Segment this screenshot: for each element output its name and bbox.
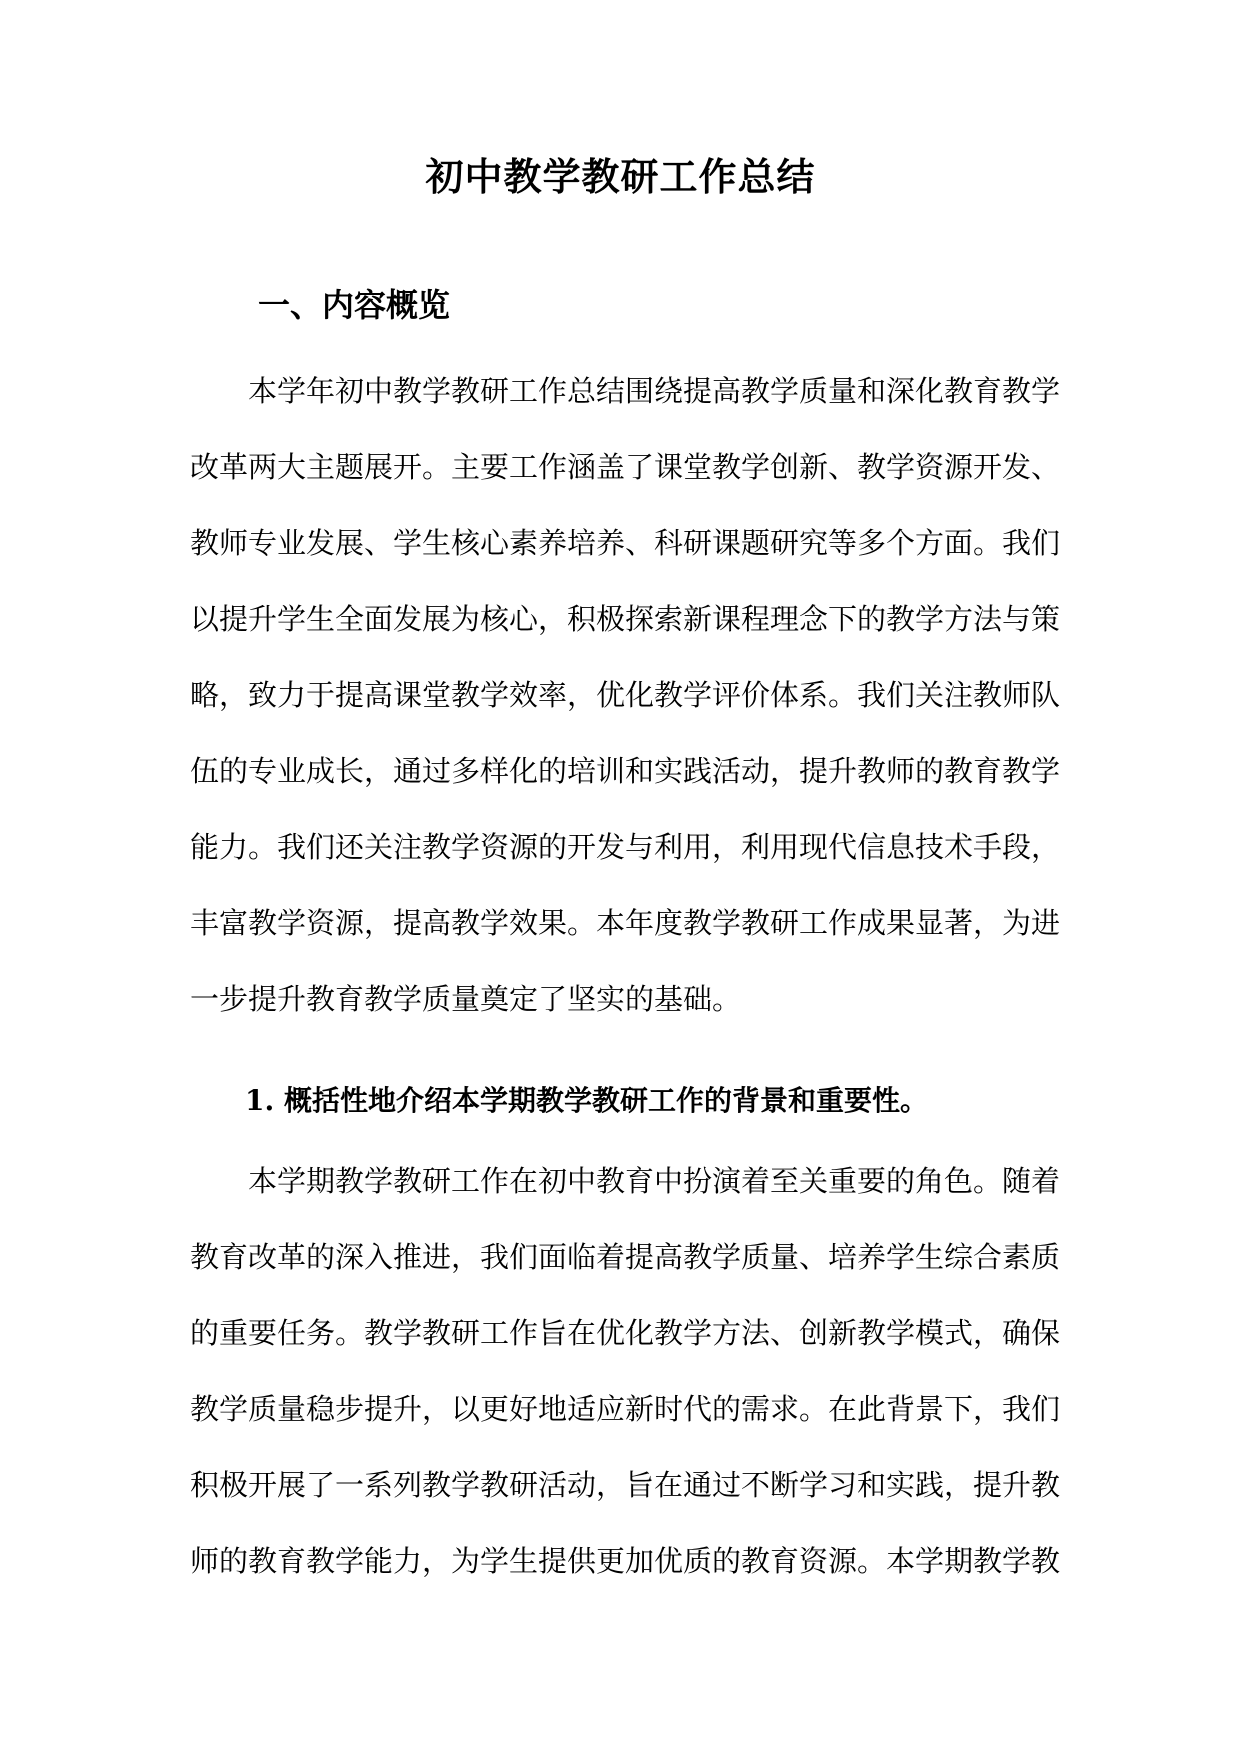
subsection-heading-background: 1. 概括性地介绍本学期教学教研工作的背景和重要性。 bbox=[245, 1084, 928, 1117]
overview-paragraph: 本学年初中教学教研工作总结围绕提高教学质量和深化教育教学改革两大主题展开。主要工作涵盖了课堂教学创新、教学资源开发、教师专业发展、学生核心素养培养、科研课题研究等多个方面。我们以提升学生全面发展为核心，积极探索新课程理念下的教学方法与策略，致力于提高课堂教学效率，优化教学评价体系。我们关注教师队伍的专业成长，通过多样化的培训和实践活动，提升教师的教育教学能力。我们还关注教学资源的开发与利用，利用现代信息技术手段，丰富教学资源，提高教学效果。本年度教学教研工作成果显著，为进一步提升教育教学质量奠定了坚实的基础。 bbox=[190, 374, 1061, 1016]
document-title: 初中教学教研工作总结 bbox=[425, 154, 816, 199]
section-heading-overview: 一、内容概览 bbox=[258, 286, 451, 324]
background-paragraph: 本学期教学教研工作在初中教育中扮演着至关重要的角色。随着教育改革的深入推进，我们面临着提高教学质量、培养学生综合素质的重要任务。教学教研工作旨在优化教学方法、创新教学模式，确保教学质量稳步提升，以更好地适应新时代的需求。在此背景下，我们积极开展了一系列教学教研活动，旨在通过不断学习和实践，提升教师的教育教学能力，为学生提供更加优质的教育资源。本学期教学教 bbox=[190, 1164, 1061, 1578]
